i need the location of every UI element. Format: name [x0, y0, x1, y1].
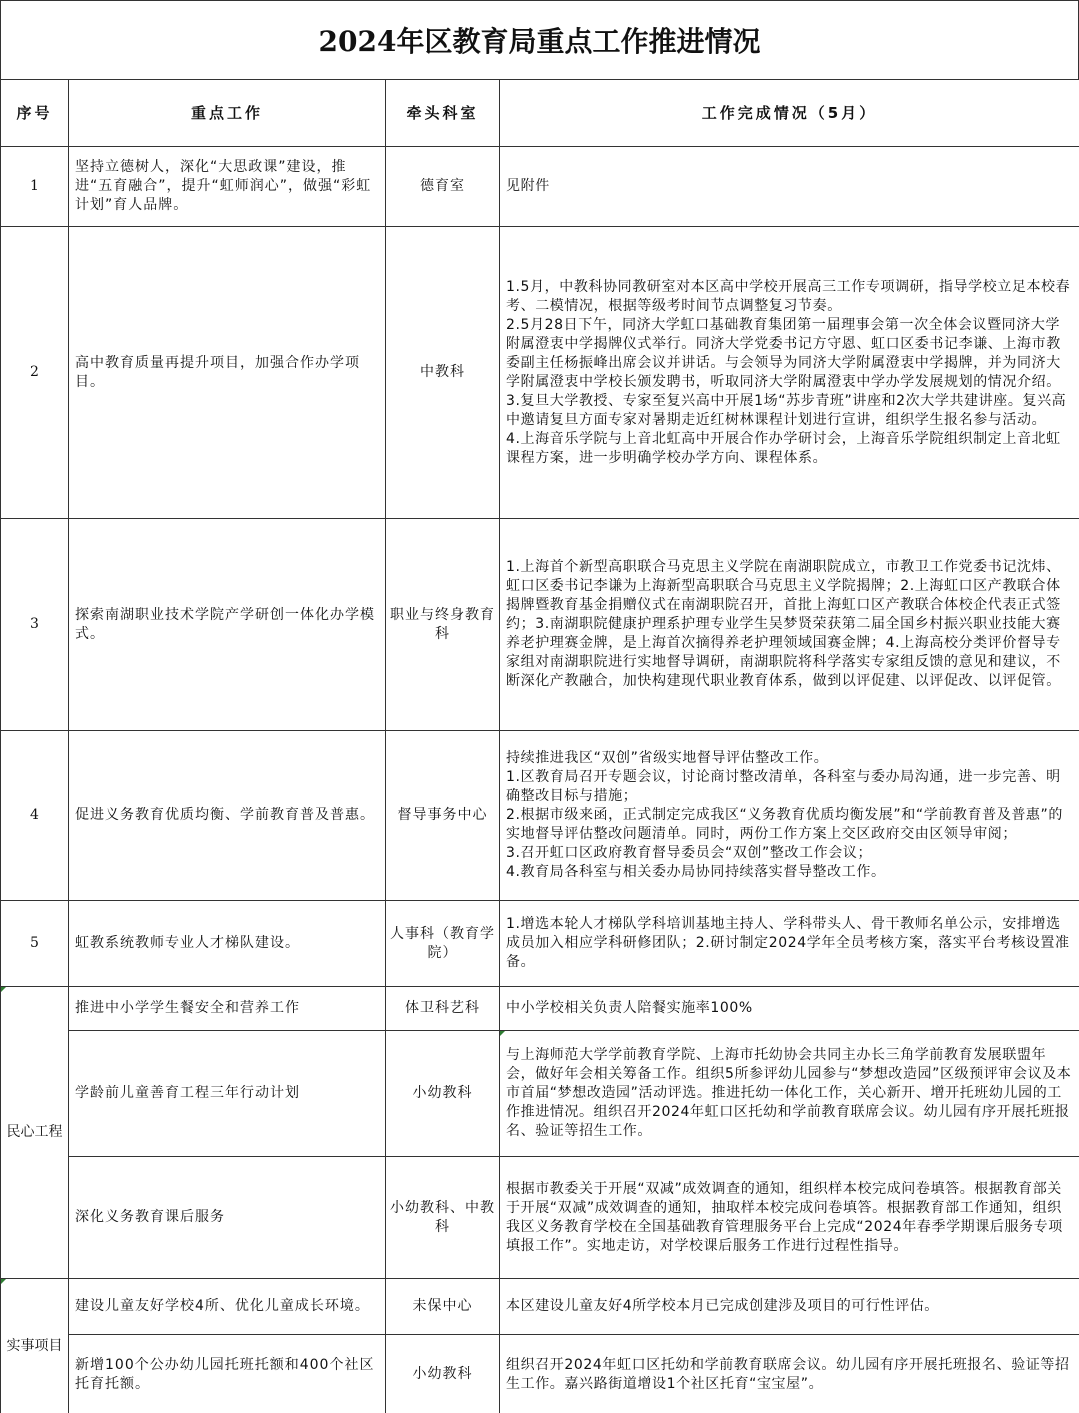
group-label: 实事项目	[1, 1279, 69, 1413]
group-label: 民心工程	[1, 987, 69, 1279]
status-line: 本区建设儿童友好4所学校本月已完成创建涉及项目的可行性评估。	[506, 1298, 939, 1314]
row-number: 4	[1, 731, 69, 901]
row-number: 2	[1, 227, 69, 519]
status-line: 3.召开虹口区政府教育督导委员会“双创”整改工作会议；	[506, 845, 873, 861]
status-cell	[500, 1157, 1079, 1279]
dept-cell: 中教科	[386, 227, 500, 519]
status-line: 1.增选本轮人才梯队学科培训基地主持人、学科带头人、骨干教师名单公示，安排增选成员加入相应学科研修团队；2.研讨制定2024学年全员考核方案，落实平台考核设置准备。	[506, 916, 1070, 970]
task-cell: 高中教育质量再提升项目，加强合作办学项目。	[69, 227, 386, 519]
table-row	[1, 1157, 1079, 1279]
dept-cell: 体卫科艺科	[386, 987, 500, 1031]
status-line: 1.上海首个新型高职联合马克思主义学院在南湖职院成立，市教卫工作党委书记沈炜、虹口区委书记李谦为上海新型高职联合马克思主义学院揭牌；2.上海虹口区产教联合体揭牌暨教育基金捐赠仪式在南湖职院召开，首批上海虹口区产教联合体校企代表正式签约；3.南湖职院健康护理系护理专业学生吴梦贤荣获第二届全国乡村振兴职业技能大赛养老护理赛金牌，是上海首次摘得养老护理领域国赛金牌；4.上海高校分类评价督导专家组对南湖职院进行实地督导调研，南湖职院将科学落实专家组反馈的意见和建议，不断深化产教融合，加快构建现代职业教育体系，做到以评促建、以评促改、以评促管。	[506, 559, 1061, 689]
task-cell: 建设儿童友好学校4所、优化儿童成长环境。	[69, 1279, 386, 1335]
task-cell: 新增100个公办幼儿园托班托额和400个社区托育托额。	[69, 1335, 386, 1413]
status-line: 4.上海音乐学院与上音北虹高中开展合作办学研讨会，上海音乐学院组织制定上音北虹课程方案，进一步明确学校办学方向、课程体系。	[506, 430, 1061, 466]
status-line: 中小学校相关负责人陪餐实施率100%	[506, 1000, 753, 1016]
table-row	[1, 519, 1079, 731]
status-line: 持续推进我区“双创”省级实地督导评估整改工作。	[506, 750, 829, 766]
status-line: 2.5月28日下午，同济大学虹口基础教育集团第一届理事会第一次全体会议暨同济大学附属澄衷中学揭牌仪式举行。同济大学党委书记方守恩、虹口区委书记李谦、上海市教委副主任杨振峰出席会议并讲话。与会领导为同济大学附属澄衷中学揭牌，并为同济大学附属澄衷中学校长颁发聘书，听取同济大学附属澄衷中学办学发展规划的情况介绍。	[506, 316, 1061, 390]
header-task: 重点工作	[69, 80, 386, 147]
status-line: 见附件	[506, 178, 550, 194]
task-cell: 推进中小学学生餐安全和营养工作	[69, 987, 386, 1031]
status-cell	[500, 1279, 1079, 1335]
header-row	[1, 80, 1079, 147]
table-row	[1, 147, 1079, 227]
header-status: 工作完成情况（5月）	[500, 80, 1079, 147]
row-number: 5	[1, 901, 69, 987]
status-cell	[500, 987, 1079, 1031]
dept-cell: 小幼教科	[386, 1335, 500, 1413]
status-line: 与上海师范大学学前教育学院、上海市托幼协会共同主办长三角学前教育发展联盟年会，做好年会相关筹备工作。组织5所参评幼儿园参与“梦想改造园”区级预评审会议及本市首届“梦想改造园”活动评选。推进托幼一体化工作，关心新开、增开托班幼儿园的工作推进情况。组织召开2024年虹口区托幼和学前教育联席会议。幼儿园有序开展托班报名、验证等招生工作。	[506, 1047, 1072, 1139]
row-number: 1	[1, 147, 69, 227]
header-dept: 牵头科室	[386, 80, 500, 147]
status-cell	[500, 1335, 1079, 1413]
table-row	[1, 1335, 1079, 1413]
table-row	[1, 227, 1079, 519]
dept-cell: 小幼教科	[386, 1031, 500, 1157]
header-no: 序号	[1, 80, 69, 147]
status-line: 2.根据市级来函，正式制定完成我区“义务教育优质均衡发展”和“学前教育普及普惠”的实地督导评估整改问题清单。同时，两份工作方案上交区政府交由区领导审阅；	[506, 807, 1063, 842]
status-cell	[500, 1031, 1079, 1157]
status-cell	[500, 519, 1079, 731]
status-cell	[500, 147, 1079, 227]
status-line: 根据市教委关于开展“双减”成效调查的通知，组织样本校完成问卷填答。根据教育部关于开展“双减”成效调查的通知，抽取样本校完成问卷填答。根据教育部工作通知，组织我区义务教育学校在全国基础教育管理服务平台上完成“2024年春季学期课后服务专项填报工作”。实地走访，对学校课后服务工作进行过程性指导。	[506, 1180, 1063, 1254]
task-cell: 坚持立德树人，深化“大思政课”建设，推进“五育融合”，提升“虹师润心”，做强“彩虹计划”育人品牌。	[69, 147, 386, 227]
task-cell: 虹教系统教师专业人才梯队建设。	[69, 901, 386, 987]
work-progress-table	[0, 79, 1079, 1413]
status-cell	[500, 731, 1079, 901]
status-line: 组织召开2024年虹口区托幼和学前教育联席会议。幼儿园有序开展托班报名、验证等招生工作。嘉兴路街道增设1个社区托育“宝宝屋”。	[506, 1356, 1070, 1392]
dept-cell: 督导事务中心	[386, 731, 500, 901]
status-line: 1.区教育局召开专题会议，讨论商讨整改清单，各科室与委办局沟通，进一步完善、明确整改目标与措施；	[506, 769, 1061, 804]
table-row	[1, 901, 1079, 987]
task-cell: 促进义务教育优质均衡、学前教育普及普惠。	[69, 731, 386, 901]
status-cell	[500, 901, 1079, 987]
task-cell: 探索南湖职业技术学院产学研创一体化办学模式。	[69, 519, 386, 731]
status-cell	[500, 227, 1079, 519]
dept-cell: 未保中心	[386, 1279, 500, 1335]
table-row	[1, 731, 1079, 901]
dept-cell: 德育室	[386, 147, 500, 227]
table-row	[1, 1031, 1079, 1157]
status-line: 4.教育局各科室与相关委办局协同持续落实督导整改工作。	[506, 864, 886, 880]
status-line: 1.5月，中教科协同教研室对本区高中学校开展高三工作专项调研，指导学校立足本校春考、二模情况，根据等级考时间节点调整复习节奏。	[506, 278, 1071, 314]
table-row	[1, 987, 1079, 1031]
dept-cell: 人事科（教育学院）	[386, 901, 500, 987]
page-title: 2024年区教育局重点工作推进情况	[0, 0, 1079, 79]
dept-cell: 职业与终身教育科	[386, 519, 500, 731]
task-cell: 深化义务教育课后服务	[69, 1157, 386, 1279]
dept-cell: 小幼教科、中教科	[386, 1157, 500, 1279]
task-cell: 学龄前儿童善育工程三年行动计划	[69, 1031, 386, 1157]
table-row	[1, 1279, 1079, 1335]
status-line: 3.复旦大学教授、专家至复兴高中开展1场“苏步青班”讲座和2次大学共建讲座。复兴高中邀请复旦方面专家对暑期走近红树林课程计划进行宣讲，组织学生报名参与活动。	[506, 392, 1067, 428]
row-number: 3	[1, 519, 69, 731]
